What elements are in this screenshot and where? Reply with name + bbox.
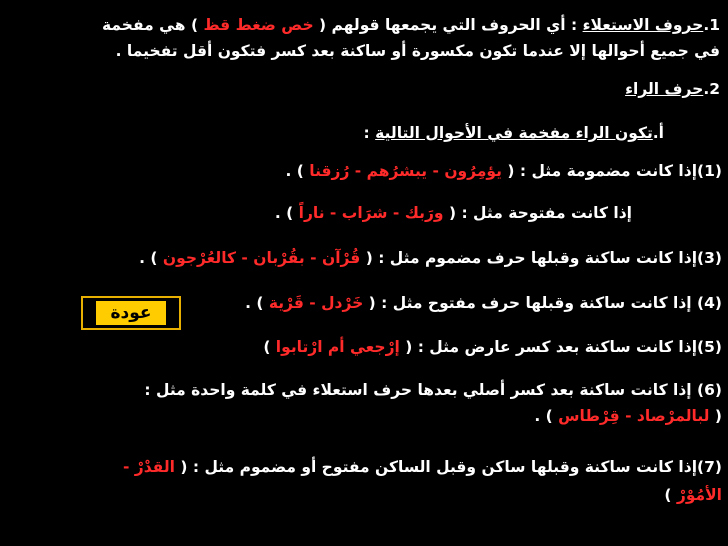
text: ) . bbox=[139, 249, 163, 267]
text: إذا كانت ساكنة بعد كسر عارض مثل : ( bbox=[399, 338, 698, 356]
example-words: يؤمِرُون - يبشرُهم - رُزقنا bbox=[309, 162, 502, 180]
case-2 bbox=[275, 202, 632, 224]
example-words: القدْرْ - bbox=[122, 458, 175, 476]
item-number: أ. bbox=[652, 124, 664, 142]
item-number: 1. bbox=[703, 16, 720, 34]
case-4 bbox=[245, 292, 722, 314]
case-5 bbox=[263, 336, 722, 358]
example-words: لبالمرْصاد - قِرْطاس bbox=[558, 407, 710, 425]
text: ) . bbox=[534, 407, 559, 425]
text: إذا كانت مضمومة مثل : ( bbox=[501, 162, 698, 180]
back-button[interactable] bbox=[81, 296, 181, 330]
heading-1-continued bbox=[116, 40, 720, 62]
example-words: الأمُوْرْ bbox=[676, 486, 722, 504]
text: ) bbox=[263, 338, 276, 356]
item-number: (1) bbox=[697, 162, 722, 180]
text: ) . bbox=[274, 204, 299, 222]
text: في جميع أحوالها إلا عندما تكون مكسورة أو ساكنة بعد كسر فتكون أقل تفخيما . bbox=[115, 42, 720, 60]
heading-2 bbox=[625, 78, 720, 100]
text: ) هي مفخمة bbox=[102, 16, 204, 34]
back-button-label: عودة bbox=[96, 301, 165, 325]
subheading-title: تكون الراء مفخمة في الأحوال التالية bbox=[375, 124, 653, 142]
text: إذا كانت مفتوحة مثل : ( bbox=[443, 204, 632, 222]
item-number: (7) bbox=[697, 458, 722, 476]
case-6-continued bbox=[534, 405, 722, 427]
case-6 bbox=[144, 379, 722, 401]
highlight-letters: خص ضغط قظ bbox=[203, 16, 314, 34]
example-words: ورَبك - شرَاب - ناراً bbox=[298, 204, 444, 222]
text: إذا كانت ساكنة وقبلها حرف مضموم مثل : ( bbox=[360, 249, 698, 267]
item-number: (3) bbox=[697, 249, 722, 267]
case-7-continued bbox=[664, 484, 722, 506]
heading-title: حروف الاستعلاء bbox=[582, 16, 704, 34]
item-number: 2. bbox=[703, 80, 720, 98]
heading-title: حرف الراء bbox=[625, 80, 704, 98]
text: : bbox=[363, 124, 376, 142]
text: : أي الحروف التي يجمعها قولهم ( bbox=[313, 16, 583, 34]
text: ) . bbox=[245, 294, 269, 312]
text: ( bbox=[709, 407, 722, 425]
case-1 bbox=[286, 160, 723, 182]
text: إذا كانت ساكنة وقبلها ساكن وقبل الساكن مفتوح أو مضموم مثل : ( bbox=[174, 458, 698, 476]
text: ) . bbox=[285, 162, 310, 180]
example-words: قُرْآن - بقُرْبان - كالعُرْجون bbox=[162, 249, 361, 267]
subheading-a bbox=[364, 122, 664, 144]
case-7 bbox=[123, 456, 722, 478]
text: إذا كانت ساكنة وقبلها حرف مفتوح مثل : ( bbox=[363, 294, 698, 312]
text: إذا كانت ساكنة بعد كسر أصلي بعدها حرف استعلاء في كلمة واحدة مثل : bbox=[144, 381, 698, 399]
heading-1 bbox=[102, 14, 720, 36]
item-number: (5) bbox=[697, 338, 722, 356]
case-3 bbox=[139, 247, 722, 269]
example-words: خَرْدل - قَرْية bbox=[268, 294, 364, 312]
text: ) bbox=[664, 486, 677, 504]
example-words: إرْجعي أم ارْتابوا bbox=[275, 338, 400, 356]
item-number: (4) bbox=[697, 294, 722, 312]
item-number: (6) bbox=[697, 381, 722, 399]
